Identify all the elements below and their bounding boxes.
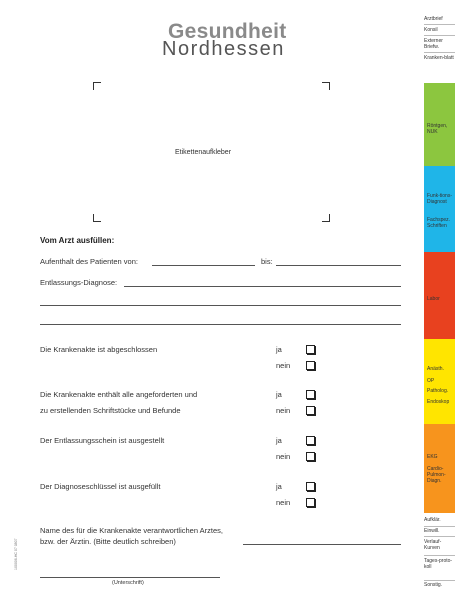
- q4-yes-checkbox[interactable]: [306, 482, 315, 491]
- tab-divider: [424, 24, 455, 25]
- q3-no-checkbox[interactable]: [306, 452, 315, 461]
- physician-name-field[interactable]: [243, 544, 401, 545]
- tab-divider: [424, 35, 455, 36]
- sticker-corner-bottom-right: [322, 214, 330, 222]
- q2-no-checkbox[interactable]: [306, 406, 315, 415]
- tab-cardio-pulmon[interactable]: Cardio-Pulmon-Diagn.: [427, 466, 446, 484]
- tab-divider: [424, 580, 455, 581]
- sticker-corner-top-right: [322, 82, 330, 90]
- tab-funktionsdiagnostik[interactable]: Funk-tions-Diagnost: [427, 193, 453, 205]
- q1-no-checkbox[interactable]: [306, 361, 315, 370]
- color-band-orange: [424, 424, 455, 513]
- q1-no-label: nein: [276, 361, 291, 370]
- tab-labor[interactable]: Labor: [427, 296, 440, 302]
- physician-label-line1: Name des für die Krankenakte verantwortlichen Arztes,: [40, 526, 224, 535]
- color-band-yellow: [424, 339, 455, 424]
- tab-fachspez-schriften[interactable]: Fachspez. Schriften: [427, 217, 451, 229]
- question-record-closed: Die Krankenakte ist abgeschlossen: [40, 345, 158, 354]
- diagnosis-field-line-3[interactable]: [40, 324, 401, 325]
- diagnosis-field-line-1[interactable]: [124, 286, 401, 287]
- tab-divider: [424, 555, 455, 556]
- stay-from-field[interactable]: [152, 265, 255, 266]
- q2-yes-label: ja: [276, 390, 282, 399]
- stay-to-label: bis:: [261, 257, 273, 266]
- question-discharge-note: Der Entlassungsschein ist ausgestellt: [40, 436, 165, 445]
- color-band-green: [424, 83, 455, 166]
- tab-roentgen-nuk[interactable]: Röntgen, NUK: [427, 123, 448, 135]
- sticker-label: Etikettenaufkleber: [175, 149, 232, 156]
- tab-anaesth[interactable]: Anästh.: [427, 366, 444, 372]
- tab-tagesprotokoll[interactable]: Tages-proto-koll: [424, 558, 453, 570]
- tab-endoskop[interactable]: Endoskop: [427, 399, 450, 405]
- stay-to-field[interactable]: [276, 265, 401, 266]
- q3-no-label: nein: [276, 452, 291, 461]
- q4-no-label: nein: [276, 498, 291, 507]
- color-band-red: [424, 252, 455, 339]
- logo-line1: Gesundheit: [168, 20, 287, 43]
- q2-yes-checkbox[interactable]: [306, 390, 315, 399]
- diagnosis-field-line-2[interactable]: [40, 305, 401, 306]
- q4-no-checkbox[interactable]: [306, 498, 315, 507]
- q2-no-label: nein: [276, 406, 291, 415]
- tab-konsil[interactable]: Konsil: [424, 27, 438, 33]
- signature-label: (Unterschrift): [112, 580, 144, 586]
- tab-arztbrief[interactable]: Arztbrief: [424, 16, 443, 22]
- q3-yes-label: ja: [276, 436, 282, 445]
- stay-label: Aufenthalt des Patienten von:: [40, 257, 138, 266]
- tab-verlauf-kurven[interactable]: Verlauf-Kurven: [424, 539, 442, 551]
- tab-divider: [424, 536, 455, 537]
- tab-patholog[interactable]: Patholog.: [427, 388, 449, 394]
- tab-aufklaer[interactable]: Aufklär.: [424, 517, 441, 523]
- question-documents-line2: zu erstellenden Schriftstücke und Befunde: [40, 406, 181, 415]
- physician-label-line2: bzw. der Ärztin. (Bitte deutlich schreiben): [40, 537, 176, 546]
- q1-yes-label: ja: [276, 345, 282, 354]
- logo-line2: Nordhessen: [162, 38, 285, 60]
- tab-einwill[interactable]: Einwill.: [424, 528, 440, 534]
- tab-divider: [424, 526, 455, 527]
- q4-yes-label: ja: [276, 482, 282, 491]
- form-heading: Vom Arzt ausfüllen:: [40, 236, 115, 245]
- tab-krankenblatt[interactable]: Kranken-blatt: [424, 55, 454, 61]
- question-diagnosis-key: Der Diagnoseschlüssel ist ausgefüllt: [40, 482, 161, 491]
- q3-yes-checkbox[interactable]: [306, 436, 315, 445]
- color-band-blue: [424, 166, 455, 252]
- diagnosis-label: Entlassungs-Diagnose:: [40, 278, 118, 287]
- tab-externer-briefw[interactable]: Externer Briefw.: [424, 38, 443, 50]
- tab-op[interactable]: OP: [427, 378, 435, 384]
- tab-sonstig[interactable]: Sonstig.: [424, 582, 443, 588]
- sticker-corner-bottom-left: [93, 214, 101, 222]
- form-code: 100006-HC 07 0807: [14, 538, 18, 570]
- signature-field[interactable]: [40, 577, 220, 578]
- question-documents-line1: Die Krankenakte enthält alle angeforderten und: [40, 390, 198, 399]
- sticker-corner-top-left: [93, 82, 101, 90]
- q1-yes-checkbox[interactable]: [306, 345, 315, 354]
- tab-divider: [424, 52, 455, 53]
- tab-ekg[interactable]: EKG: [427, 454, 438, 460]
